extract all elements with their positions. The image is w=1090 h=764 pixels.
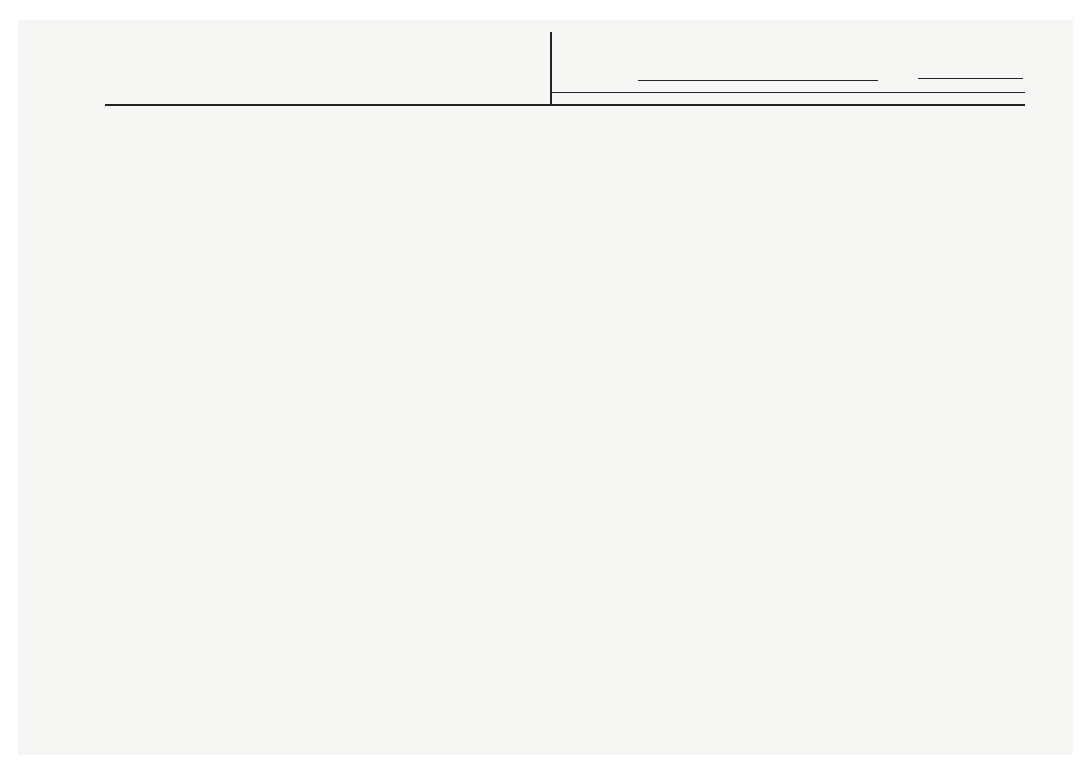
census-form-sheet [18, 20, 1073, 755]
table-grid [18, 20, 1073, 755]
